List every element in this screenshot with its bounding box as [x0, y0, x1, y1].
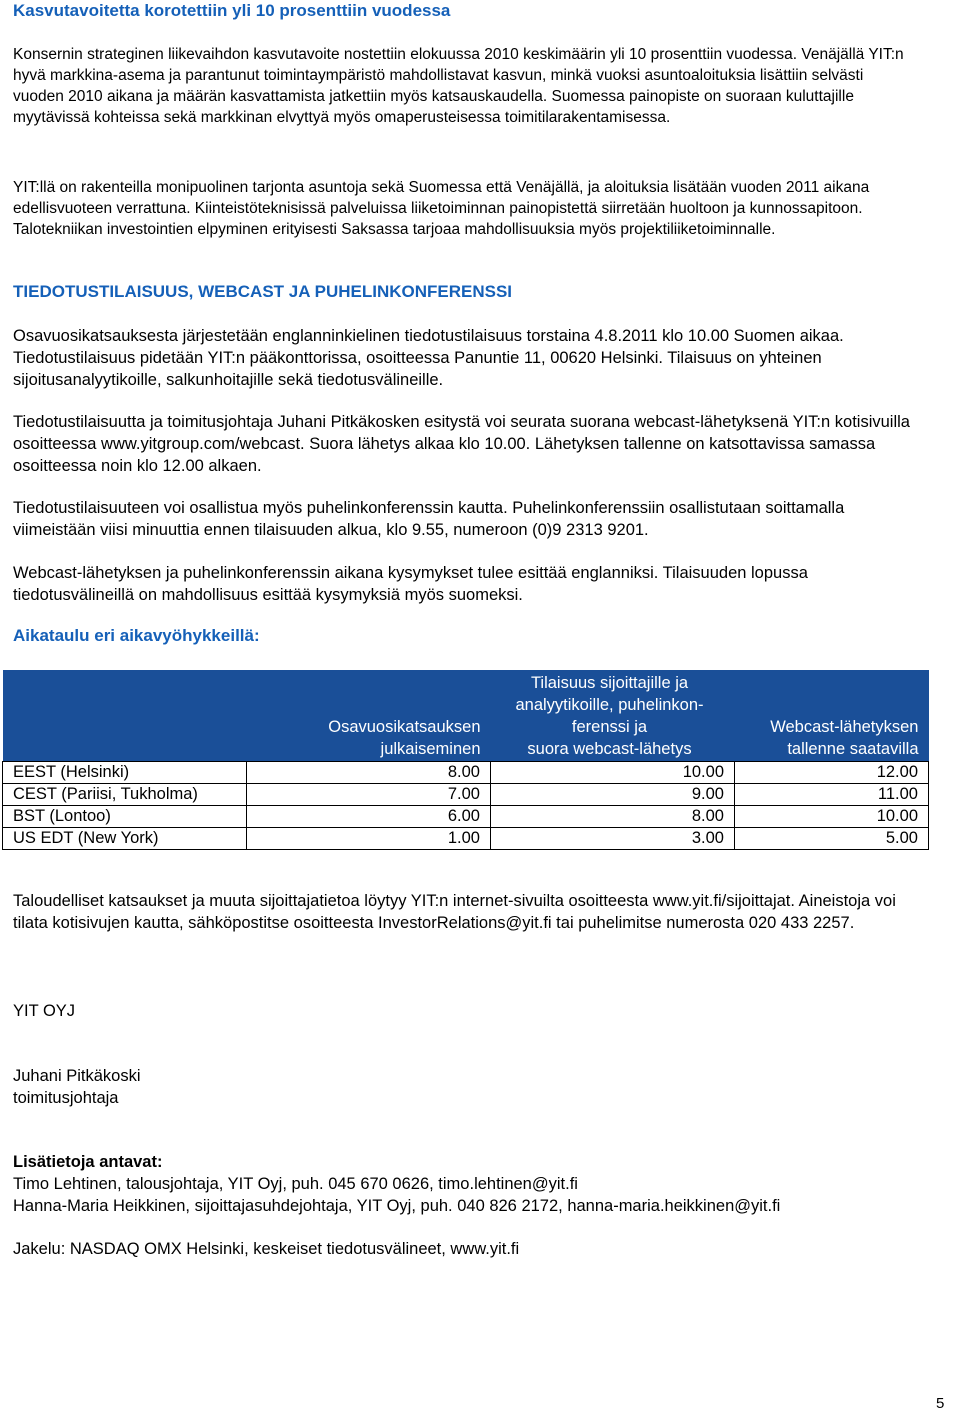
- section-heading-press-conference: TIEDOTUSTILAISUUS, WEBCAST JA PUHELINKONFERENSSI: [13, 282, 513, 301]
- paragraph-press-conference: Osavuosikatsauksesta järjestetään englanninkielinen tiedotustilaisuus torstaina 4.8.2011 klo 10.00 Suomen aikaa. Tiedotustilaisuus pidetään YIT:n pääkonttorissa, osoitteessa Panuntie 11, 00620 Helsinki. Tilaisuus on yhteinen sijoitusanalyytikoille, salkunhoitajille sekä tiedotusvälineille.: [13, 327, 844, 389]
- paragraph-teleconference: Tiedotustilaisuuteen voi osallistua myös puhelinkonferenssin kautta. Puhelinkonferenssiin osallistutaan soittamalla viimeistään viisi minuuttia ennen tilaisuuden alkua, klo 9.55, numeroon (0)9 2313 9201.: [13, 499, 845, 539]
- paragraph-construction-offering: YIT:llä on rakenteilla monipuolinen tarjonta asuntoja sekä Suomessa että Venäjällä, ja aloituksia lisätään vuoden 2011 aikana edellisvuoteen verrattuna. Kiinteistöteknisissä palveluissa liiketoiminnan painopistettä siirretään huoltoon ja kunnossapitoon. Talotekniikan investointien elpyminen erityisesti Saksassa tarjoaa mahdollisuuksia myös projektiliiketoiminnalle.: [13, 179, 870, 238]
- header-event-line2: analyytikoille, puhelinkon-: [515, 696, 704, 714]
- cell-event: 8.00: [491, 806, 735, 828]
- paragraph-webcast: Tiedotustilaisuutta ja toimitusjohtaja Juhani Pitkäkosken esitystä voi seurata suorana webcast-lähetyksenä YIT:n kotisivuilla osoitteessa www.yitgroup.com/webcast. Suora lähetys alkaa klo 10.00. Lähetyksen tallenne on katsottavissa samassa osoitteessa noin klo 12.00 alkaen.: [13, 413, 910, 475]
- cell-event: 9.00: [491, 784, 735, 806]
- paragraph-questions: Webcast-lähetyksen ja puhelinkonferenssin aikana kysymykset tulee esittää englanniksi. Tilaisuuden lopussa tiedotusvälineillä on mahdollisuus esittää kysymyksiä myös suomeksi.: [13, 564, 808, 604]
- cell-zone: US EDT (New York): [3, 828, 247, 850]
- cell-release: 7.00: [247, 784, 491, 806]
- paragraph-growth-target: Konsernin strateginen liikevaihdon kasvutavoite nostettiin elokuussa 2010 keskimäärin yli 10 prosenttiin vuodessa. Venäjällä YIT:n hyvä markkina-asema ja parantunut toimintaympäristö mahdollistavat kasvun, minkä vuoksi asuntoaloituksia lisättiin selvästi vuoden 2010 aikana ja määrän kasvattamista jatkettiin myös katsauskaudella. Suomessa painopiste on suoraan kuluttajille myytävissä kohteissa sekä markkinan elvyttyä myös omaperusteisessa toimitilarakentamisessa.: [13, 46, 904, 126]
- cell-release: 1.00: [247, 828, 491, 850]
- page-number: 5: [936, 1395, 945, 1412]
- contact-line-1: Timo Lehtinen, talousjohtaja, YIT Oyj, puh. 045 670 0626, timo.lehtinen@yit.fi: [13, 1175, 578, 1193]
- header-recording: [735, 670, 929, 762]
- cell-zone: CEST (Pariisi, Tukholma): [3, 784, 247, 806]
- schedule-header-row: [3, 670, 929, 762]
- schedule-table: [2, 670, 929, 850]
- signature-company: YIT OYJ: [13, 1002, 76, 1020]
- cell-recording: 12.00: [735, 762, 929, 784]
- table-row: [3, 806, 929, 828]
- cell-release: 6.00: [247, 806, 491, 828]
- header-recording-line2: tallenne saatavilla: [787, 740, 919, 758]
- cell-release: 8.00: [247, 762, 491, 784]
- header-release-line1: Osavuosikatsauksen: [328, 718, 481, 736]
- cell-zone: BST (Lontoo): [3, 806, 247, 828]
- header-release: [247, 670, 491, 762]
- header-event-line3: ferenssi ja: [571, 718, 648, 736]
- signature-title: toimitusjohtaja: [13, 1089, 119, 1107]
- table-row: [3, 784, 929, 806]
- contacts-label: Lisätietoja antavat:: [13, 1153, 163, 1171]
- cell-recording: 5.00: [735, 828, 929, 850]
- header-event-line1: Tilaisuus sijoittajille ja: [530, 674, 689, 692]
- paragraph-investor-info: Taloudelliset katsaukset ja muuta sijoittajatietoa löytyy YIT:n internet-sivuilta osoitteesta www.yit.fi/sijoittajat. Aineistoja voi tilata kotisivujen kautta, sähköpostitse osoitteesta InvestorRelations@yit.fi tai puhelimitse numerosta 020 433 2257.: [13, 892, 896, 932]
- header-event: [491, 670, 735, 762]
- cell-recording: 11.00: [735, 784, 929, 806]
- section-heading-growth-target: Kasvutavoitetta korotettiin yli 10 prosenttiin vuodessa: [13, 1, 451, 20]
- contact-line-2: Hanna-Maria Heikkinen, sijoittajasuhdejohtaja, YIT Oyj, puh. 040 826 2172, hanna-maria.heikkinen@yit.fi: [13, 1197, 781, 1215]
- cell-event: 3.00: [491, 828, 735, 850]
- distribution-line: Jakelu: NASDAQ OMX Helsinki, keskeiset tiedotusvälineet, www.yit.fi: [13, 1240, 520, 1258]
- header-recording-line1: Webcast-lähetyksen: [770, 718, 919, 736]
- header-event-line4: suora webcast-lähetys: [527, 740, 692, 758]
- header-release-line2: julkaiseminen: [380, 740, 481, 758]
- schedule-heading: Aikataulu eri aikavyöhykkeillä:: [13, 626, 260, 645]
- cell-event: 10.00: [491, 762, 735, 784]
- table-row: [3, 828, 929, 850]
- cell-recording: 10.00: [735, 806, 929, 828]
- contacts-block: [13, 1151, 780, 1217]
- header-zone: [3, 670, 247, 762]
- table-row: [3, 762, 929, 784]
- cell-zone: EEST (Helsinki): [3, 762, 247, 784]
- signature-name: Juhani Pitkäkoski: [13, 1067, 141, 1085]
